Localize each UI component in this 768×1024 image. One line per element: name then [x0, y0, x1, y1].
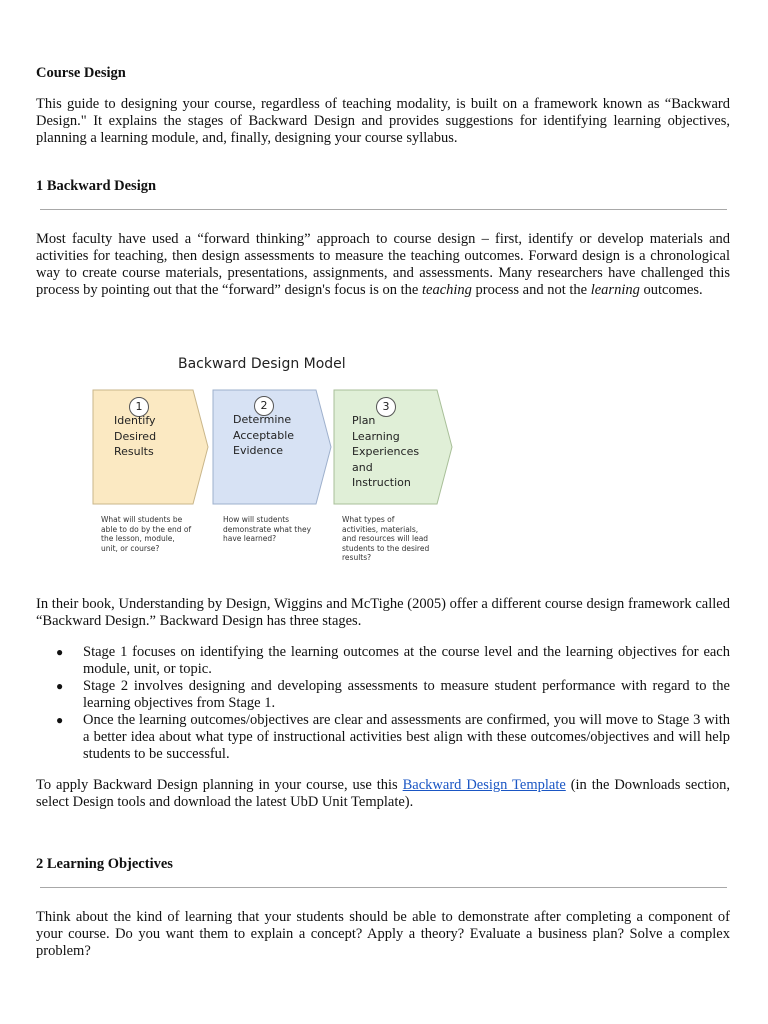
- backward-design-figure: [88, 345, 478, 577]
- backward-design-heading: 1 Backward Design: [36, 178, 157, 194]
- bullet-marker: ●: [56, 713, 64, 727]
- stage-3-question: [342, 515, 429, 563]
- wiggins-paragraph: In their book, Understanding by Design, Wiggins and McTighe (2005) offer a different course design framework called “Backward Design.” Backward Design has three stages.: [36, 596, 730, 629]
- text-run: Most faculty have used a “forward thinking” approach to course design – first, identify or develop materials and activities for teaching, then design assessments to measure the teaching outcomes. Forward design is a chronological way to create course materials, presentations, assignments, and assessments. Many researchers have challenged this process by pointing out that the “forward” design's focus is on the: [36, 231, 730, 298]
- backward-design-template-link[interactable]: Backward Design Template: [402, 777, 566, 793]
- question-line: have learned?: [223, 534, 277, 543]
- section-divider: [40, 209, 727, 210]
- label-line: Experiences: [352, 445, 420, 458]
- question-line: activities, materials,: [342, 524, 419, 534]
- course-design-heading: Course Design: [36, 65, 126, 81]
- list-item-text: Once the learning outcomes/objectives are clear and assessments are confirmed, you will move to Stage 3 with a better idea about what type of instructional activities best align with these outcomes/objectives and will help students to be successful.: [83, 712, 730, 762]
- question-line: What types of: [342, 515, 395, 524]
- text-run: outcomes.: [639, 282, 703, 298]
- stage-1-label: [114, 413, 156, 460]
- question-line: unit, or course?: [101, 543, 160, 553]
- stage-1-question: [101, 515, 191, 553]
- question-line: results?: [342, 553, 372, 562]
- label-line: and: [352, 460, 373, 474]
- label-line: Identify: [114, 414, 156, 427]
- stage-3-label: [352, 413, 419, 491]
- label-line: Results: [114, 445, 154, 458]
- forward-thinking-paragraph: [36, 231, 730, 299]
- list-item: [56, 712, 730, 763]
- emphasis-teaching: teaching: [421, 282, 472, 298]
- label-line: Learning: [352, 429, 400, 443]
- question-line: the lesson, module,: [101, 534, 175, 543]
- stage-2-label: [233, 412, 294, 459]
- label-line: Evidence: [233, 444, 284, 457]
- stage-2-number: 2: [254, 396, 274, 416]
- list-item-text: Stage 2 involves designing and developing assessments to measure student performance with regard to the learning objectives from Stage 1.: [83, 678, 730, 711]
- label-line: Plan: [352, 414, 376, 427]
- intro-paragraph: This guide to designing your course, regardless of teaching modality, is built on a framework known as “Backward Design." It explains the stages of Backward Design and provides suggestions for identifying learning objectives, planning a learning module, and, finally, designing your course syllabus.: [36, 96, 730, 146]
- stage-3-number: 3: [376, 397, 396, 417]
- apply-paragraph: [36, 777, 730, 811]
- text-run: To apply Backward Design planning in your course, use this: [36, 777, 403, 793]
- stage-1-number: 1: [129, 397, 149, 417]
- question-line: and resources will lead: [342, 534, 429, 543]
- question-line: How will students: [223, 515, 290, 524]
- emphasis-learning: learning: [590, 282, 640, 298]
- list-item: [56, 678, 730, 712]
- label-line: Desired: [114, 429, 157, 443]
- label-line: Acceptable: [233, 428, 295, 442]
- bullet-marker: ●: [56, 645, 64, 659]
- text-run: (in the Downloads section, select Design tools and download the latest UbD Unit Template).: [36, 777, 730, 810]
- bullet-marker: ●: [56, 679, 64, 693]
- text-run: process and not the: [471, 282, 591, 298]
- learning-objectives-heading: 2 Learning Objectives: [36, 856, 173, 872]
- label-line: Instruction: [352, 476, 411, 489]
- list-item: [56, 644, 730, 678]
- label-line: Determine: [233, 413, 292, 426]
- question-line: able to do by the end of: [101, 524, 192, 534]
- question-line: What will students be: [101, 515, 183, 524]
- learning-objectives-paragraph: Think about the kind of learning that your students should be able to demonstrate after completing a component of your course. Do you want them to explain a concept? Apply a theory? Evaluate a business plan? Solve a complex problem?: [36, 909, 730, 959]
- question-line: students to the desired: [342, 543, 430, 553]
- stages-list: [56, 644, 730, 763]
- section-divider: [40, 887, 727, 888]
- figure-title: Backward Design Model: [178, 356, 346, 372]
- stage-2-question: [223, 515, 311, 544]
- list-item-text: Stage 1 focuses on identifying the learning outcomes at the course level and the learning objectives for each module, unit, or topic.: [83, 644, 730, 677]
- question-line: demonstrate what they: [223, 524, 312, 534]
